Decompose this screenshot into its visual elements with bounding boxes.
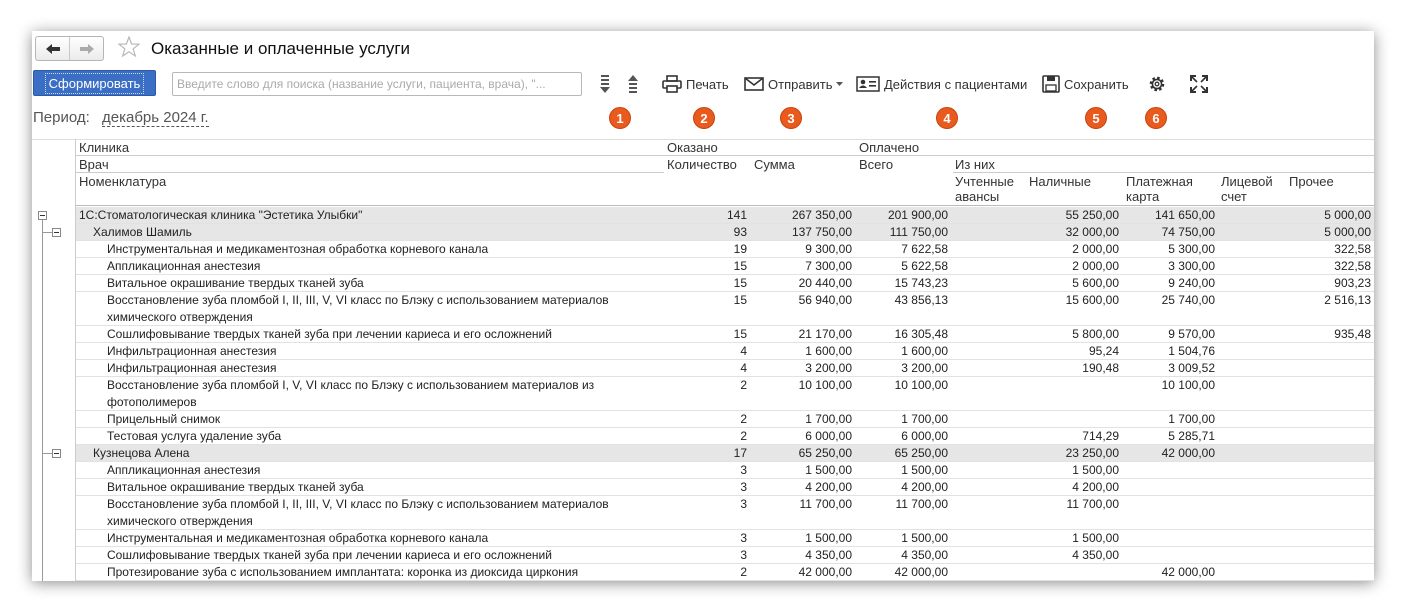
cell-qty: 15 <box>733 293 747 307</box>
period-label: Период: <box>33 109 90 126</box>
cell-other: 5 000,00 <box>1324 208 1371 222</box>
callout-marker-3: 3 <box>780 107 802 129</box>
cell-sum: 1 500,00 <box>805 463 852 477</box>
cell-total: 4 200,00 <box>901 480 948 494</box>
cell-other: 322,58 <box>1334 242 1371 256</box>
row-divider <box>76 257 1374 258</box>
fullscreen-icon <box>1189 74 1209 94</box>
send-label: Отправить <box>768 76 833 92</box>
service-name: Прицельный снимок <box>107 412 221 426</box>
cell-sum: 1 500,00 <box>805 531 852 545</box>
service-name: Восстановление зуба пломбой I, V, VI класс по Блэку с использованием материалов из <box>107 378 595 392</box>
cell-qty: 15 <box>733 276 747 290</box>
tree-guide-line <box>43 232 52 233</box>
doctor-name: Халимов Шамиль <box>93 225 192 239</box>
row-divider <box>76 359 1374 360</box>
service-name: Инструментальная и медикаментозная обработка корневого канала <box>107 242 489 256</box>
row-divider <box>76 461 1374 462</box>
header-doctor: Врач <box>79 157 109 172</box>
generate-button[interactable] <box>33 70 156 96</box>
row-divider <box>76 342 1374 343</box>
header-clinic: Клиника <box>79 140 130 155</box>
window-title: Оказанные и оплаченные услуги <box>151 39 411 58</box>
cell-other: 5 000,00 <box>1324 225 1371 239</box>
favorite-star-button[interactable] <box>118 36 140 61</box>
cell-total: 10 100,00 <box>894 378 948 392</box>
cell-cash: 4 350,00 <box>1072 548 1119 562</box>
cell-total: 111 750,00 <box>889 225 948 239</box>
row-divider <box>76 410 1374 411</box>
cell-total: 3 200,00 <box>901 361 948 375</box>
generate-button-label: Сформировать <box>45 73 145 94</box>
print-button[interactable] <box>662 72 729 96</box>
cell-total: 11 700,00 <box>895 497 948 511</box>
header-other: Прочее <box>1289 174 1334 189</box>
callout-marker-6: 6 <box>1145 107 1167 129</box>
cell-qty: 2 <box>740 412 747 426</box>
header-divider <box>76 172 664 173</box>
service-name: Тестовая услуга удаление зуба <box>107 429 282 443</box>
row-divider <box>76 376 1374 377</box>
forward-arrow-icon <box>79 43 95 55</box>
cell-total: 7 622,58 <box>901 242 948 256</box>
cell-qty: 15 <box>733 327 747 341</box>
cell-sum: 7 300,00 <box>805 259 852 273</box>
tree-guide-line <box>43 453 52 454</box>
cell-total: 5 622,58 <box>901 259 948 273</box>
send-button[interactable] <box>744 72 843 96</box>
cell-qty: 2 <box>740 378 747 392</box>
service-name: Инфильтрационная анестезия <box>107 344 277 358</box>
star-icon <box>118 36 140 58</box>
header-divider <box>76 155 1374 156</box>
row-divider <box>76 546 1374 547</box>
service-name: Сошлифовывание твердых тканей зуба при лечении кариеса и его осложнений <box>107 548 552 562</box>
header-total: Всего <box>859 157 894 172</box>
envelope-icon <box>744 76 764 92</box>
cell-total: 1 500,00 <box>901 531 948 545</box>
cell-cash: 5 800,00 <box>1072 327 1119 341</box>
period-link[interactable]: декабрь 2024 г. <box>102 109 209 126</box>
cell-total: 65 250,00 <box>894 446 948 460</box>
row-divider <box>76 325 1374 326</box>
cell-card: 74 750,00 <box>1161 225 1215 239</box>
cell-card: 9 570,00 <box>1168 327 1215 341</box>
cell-sum: 137 750,00 <box>791 225 852 239</box>
header-sum: Сумма <box>754 157 795 172</box>
cell-cash: 32 000,00 <box>1065 225 1119 239</box>
header-divider <box>953 172 1374 173</box>
service-name: Сошлифовывание твердых тканей зуба при лечении кариеса и его осложнений <box>107 327 552 341</box>
cell-qty: 3 <box>740 531 747 545</box>
cell-sum: 3 200,00 <box>805 361 852 375</box>
service-name-continuation: химического отверждения <box>107 514 253 528</box>
cell-sum: 1 700,00 <box>805 412 852 426</box>
cell-card: 25 740,00 <box>1161 293 1215 307</box>
cell-qty: 4 <box>740 344 747 358</box>
cell-card: 3 300,00 <box>1168 259 1215 273</box>
cell-card: 141 650,00 <box>1154 208 1215 222</box>
collapse-toggle[interactable] <box>52 449 61 458</box>
fullscreen-button[interactable] <box>1189 72 1209 96</box>
header-nomenclature: Номенклатура <box>79 174 167 189</box>
collapse-all-button[interactable] <box>626 72 640 96</box>
cell-card: 1 700,00 <box>1168 412 1215 426</box>
report-window <box>32 31 1374 581</box>
header-card-line2: карта <box>1126 189 1160 204</box>
cell-card: 3 009,52 <box>1168 361 1215 375</box>
header-quantity: Количество <box>667 157 737 172</box>
cell-sum: 1 600,00 <box>805 344 852 358</box>
patient-actions-label: Действия с пациентами <box>884 76 1028 92</box>
cell-cash: 23 250,00 <box>1065 446 1119 460</box>
cell-qty: 93 <box>733 225 747 239</box>
header-paid: Оплачено <box>859 140 920 155</box>
cell-sum: 56 940,00 <box>798 293 852 307</box>
cell-other: 903,23 <box>1334 276 1371 290</box>
navigation-group <box>35 36 104 61</box>
cell-sum: 20 440,00 <box>798 276 852 290</box>
cell-other: 935,48 <box>1334 327 1371 341</box>
service-name: Витальное окрашивание твердых тканей зуба <box>107 276 364 290</box>
cell-card: 9 240,00 <box>1168 276 1215 290</box>
cell-sum: 65 250,00 <box>798 446 852 460</box>
cell-other: 322,58 <box>1334 259 1371 273</box>
cell-card: 5 300,00 <box>1168 242 1215 256</box>
cell-total: 1 600,00 <box>901 344 948 358</box>
save-button[interactable] <box>1042 72 1129 96</box>
service-name: Аппликационная анестезия <box>107 259 261 273</box>
cell-qty: 19 <box>733 242 747 256</box>
cell-total: 15 743,23 <box>894 276 948 290</box>
service-name: Аппликационная анестезия <box>107 463 261 477</box>
expand-all-icon <box>598 74 612 94</box>
cell-cash: 2 000,00 <box>1072 259 1119 273</box>
row-divider <box>76 478 1374 479</box>
cell-total: 201 900,00 <box>887 208 948 222</box>
collapse-toggle[interactable] <box>38 211 47 220</box>
cell-other: 2 516,13 <box>1324 293 1371 307</box>
cell-qty: 3 <box>740 480 747 494</box>
chevron-down-icon <box>836 82 843 87</box>
cell-qty: 2 <box>740 429 747 443</box>
service-name: Протезирование зуба с использованием имплантата: коронка из диоксида циркония <box>107 565 579 579</box>
cell-sum: 21 170,00 <box>798 327 852 341</box>
print-label: Печать <box>686 76 729 92</box>
cell-card: 5 285,71 <box>1168 429 1215 443</box>
service-name: Инфильтрационная анестезия <box>107 361 277 375</box>
header-account: Лицевой <box>1221 174 1273 189</box>
cell-sum: 9 300,00 <box>805 242 852 256</box>
cell-sum: 10 100,00 <box>798 378 852 392</box>
printer-icon <box>662 75 682 93</box>
cell-cash: 15 600,00 <box>1065 293 1119 307</box>
header-account-line2: счет <box>1221 189 1247 204</box>
row-divider <box>76 529 1374 530</box>
header-advances: Учтенные <box>955 174 1015 189</box>
forward-button[interactable] <box>69 37 103 60</box>
cell-sum: 4 200,00 <box>805 480 852 494</box>
cell-cash: 1 500,00 <box>1072 463 1119 477</box>
service-name: Восстановление зуба пломбой I, II, III, V, VI класс по Блэку с использованием материалов <box>107 293 609 307</box>
header-bottom-border <box>76 205 1374 206</box>
save-label: Сохранить <box>1064 76 1129 92</box>
cell-total: 1 700,00 <box>901 412 948 426</box>
cell-qty: 3 <box>740 497 747 511</box>
cell-qty: 15 <box>733 259 747 273</box>
row-divider <box>76 580 1374 581</box>
cell-cash: 190,48 <box>1082 361 1119 375</box>
clinic-name: 1С:Стоматологическая клиника "Эстетика Улыбки" <box>79 208 363 222</box>
row-divider <box>76 495 1374 496</box>
cell-total: 16 305,48 <box>894 327 948 341</box>
tree-guide-line <box>42 220 43 581</box>
back-arrow-icon <box>45 43 61 55</box>
gear-icon <box>1147 74 1167 94</box>
row-divider <box>76 240 1374 241</box>
cell-cash: 2 000,00 <box>1072 242 1119 256</box>
service-name-continuation: фотополимеров <box>107 395 197 409</box>
cell-sum: 267 350,00 <box>791 208 852 222</box>
cell-cash: 714,29 <box>1082 429 1119 443</box>
cell-qty: 2 <box>740 565 747 579</box>
service-name: Витальное окрашивание твердых тканей зуба <box>107 480 364 494</box>
patient-card-icon <box>856 75 880 93</box>
cell-qty: 141 <box>726 208 747 222</box>
cell-cash: 1 500,00 <box>1072 531 1119 545</box>
service-name: Восстановление зуба пломбой I, II, III, V, VI класс по Блэку с использованием материалов <box>107 497 609 511</box>
callout-marker-4: 4 <box>936 107 958 129</box>
row-divider <box>76 291 1374 292</box>
cell-qty: 3 <box>740 548 747 562</box>
cell-cash: 55 250,00 <box>1065 208 1119 222</box>
service-name: Инструментальная и медикаментозная обработка корневого канала <box>107 531 489 545</box>
cell-cash: 11 700,00 <box>1066 497 1119 511</box>
cell-total: 42 000,00 <box>894 565 948 579</box>
floppy-disk-icon <box>1042 75 1060 93</box>
row-divider <box>76 274 1374 275</box>
cell-card: 10 100,00 <box>1161 378 1215 392</box>
callout-marker-2: 2 <box>693 107 715 129</box>
cell-card: 42 000,00 <box>1161 565 1215 579</box>
back-button[interactable] <box>36 37 69 60</box>
cell-sum: 42 000,00 <box>798 565 852 579</box>
cell-sum: 6 000,00 <box>805 429 852 443</box>
search-input[interactable]: Введите слово для поиска (название услуги, пациента, врача), "... <box>172 72 582 96</box>
callout-marker-5: 5 <box>1085 107 1107 129</box>
cell-cash: 95,24 <box>1088 344 1119 358</box>
cell-total: 6 000,00 <box>901 429 948 443</box>
header-card: Платежная <box>1126 174 1193 189</box>
cell-cash: 5 600,00 <box>1072 276 1119 290</box>
service-name-continuation: химического отверждения <box>107 310 253 324</box>
header-cash: Наличные <box>1029 174 1091 189</box>
cell-qty: 17 <box>733 446 747 460</box>
patient-actions-button[interactable] <box>856 72 1027 96</box>
collapse-all-icon <box>626 74 640 94</box>
cell-cash: 4 200,00 <box>1072 480 1119 494</box>
cell-total: 4 350,00 <box>901 548 948 562</box>
collapse-toggle[interactable] <box>52 228 61 237</box>
cell-qty: 3 <box>740 463 747 477</box>
cell-sum: 11 700,00 <box>799 497 852 511</box>
settings-button[interactable] <box>1147 72 1167 96</box>
cell-sum: 4 350,00 <box>805 548 852 562</box>
row-divider <box>76 427 1374 428</box>
cell-total: 43 856,13 <box>894 293 948 307</box>
cell-card: 42 000,00 <box>1161 446 1215 460</box>
row-divider <box>76 563 1374 564</box>
cell-total: 1 500,00 <box>901 463 948 477</box>
header-of-which: Из них <box>955 157 995 172</box>
expand-all-button[interactable] <box>598 72 612 96</box>
callout-marker-1: 1 <box>609 107 631 129</box>
header-rendered: Оказано <box>667 140 718 155</box>
cell-card: 1 504,76 <box>1168 344 1215 358</box>
header-advances-line2: авансы <box>955 189 1000 204</box>
doctor-name: Кузнецова Алена <box>93 446 190 460</box>
cell-qty: 4 <box>740 361 747 375</box>
